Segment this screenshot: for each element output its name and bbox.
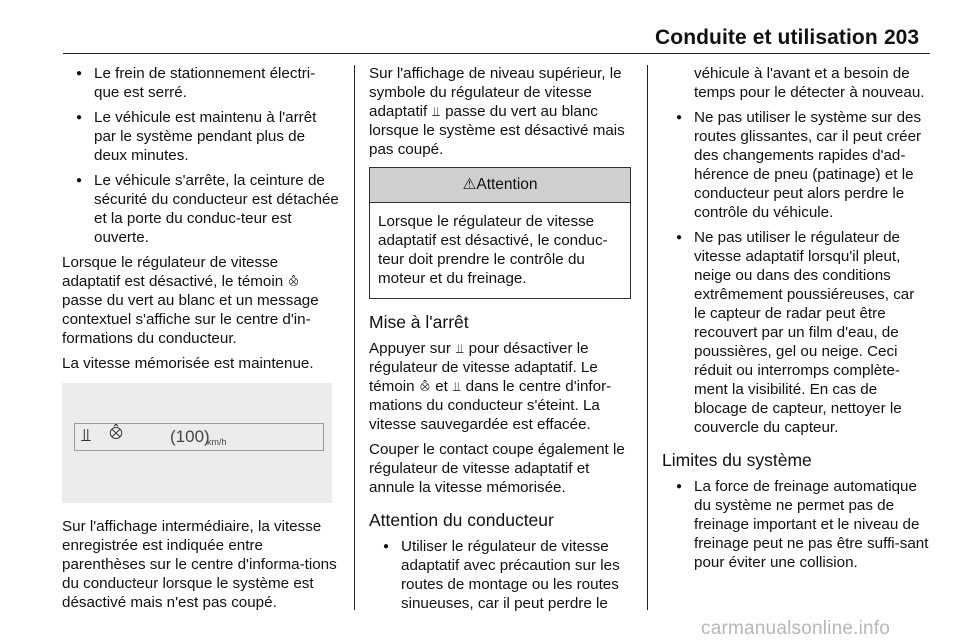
display-illustration — [62, 383, 332, 503]
list-item: ● Le véhicule est maintenu à l'arrêt par le système pendant plus de deux minutes. — [62, 108, 340, 165]
paragraph: La vitesse mémorisée est maintenue. — [62, 355, 314, 372]
column-1 — [62, 64, 340, 618]
paragraph: Sur l'affichage intermédiaire, la vitesse enregistrée est indiquée entre parenthèses sur le centre d'informa-tions du conducteur lorsque le système est désactivé mais n'est pas coupé. — [62, 518, 337, 611]
bullet-list — [662, 64, 930, 437]
stored-speed: (100) — [170, 427, 210, 446]
page-title: Conduite et utilisation — [655, 26, 878, 49]
list-item-continued: véhicule à l'avant et a besoin de temps pour le détecter à nouveau. — [694, 65, 925, 101]
list-item: ● Utiliser le régulateur de vitesse adaptatif avec précaution sur les routes de montage ou les routes sinueuses, car il peut perdre le — [369, 537, 634, 613]
paragraph: Appuyer sur ⫫ pour désactiver le régulateur de vitesse adaptatif. Le témoin ⨶ et ⫫ dans le centre d'infor-mations du conducteur s'éteint. La vitesse sauvegardée est effacée. — [369, 340, 612, 433]
warning-icon: ⚠ — [462, 176, 477, 193]
attention-box — [369, 167, 631, 299]
cruise-control-indicator-icon: ⨶ — [109, 423, 124, 443]
list-item: ● Ne pas utiliser le système sur des routes glissantes, car il peut créer des changements rapides d'ad-hérence de pneu (patinage) et le conducteur peut alors perdre le contrôle du véhicule. — [662, 108, 930, 222]
column-divider-1 — [354, 65, 355, 610]
paragraph: Sur l'affichage de niveau supérieur, le symbole du régulateur de vitesse adaptatif ⫫ passe du vert au blanc lorsque le système est désactivé mais pas coupé. — [369, 65, 625, 158]
header-rule — [63, 53, 930, 54]
adaptive-cruise-control-icon: ⫫ — [432, 104, 440, 119]
bullet-list — [369, 537, 634, 613]
attention-body: Lorsque le régulateur de vitesse adaptatif est désactivé, le conduc-teur doit prendre le contrôle du moteur et du freinage. — [378, 213, 608, 287]
bullet-list — [662, 477, 930, 572]
adaptive-cruise-control-icon: ⫫ — [456, 341, 464, 356]
cruise-control-indicator-icon: ⨶ — [419, 379, 430, 394]
column-2 — [369, 64, 634, 619]
paragraph: Lorsque le régulateur de vitesse adaptatif est désactivé, le témoin ⨶ passe du vert au blanc et un message contextuel s'affiche sur le centre d'in-formations du conducteur. — [62, 254, 319, 347]
info-display-bar — [74, 423, 324, 451]
paragraph: Couper le contact coupe également le régulateur de vitesse adaptatif et annule la vitesse mémorisée. — [369, 441, 625, 496]
list-item: ● La force de freinage automatique du système ne permet pas de freinage important et le niveau de freinage peut ne pas être suffi-sant pour éviter une collision. — [662, 477, 930, 572]
section-heading: Limites du système — [662, 450, 812, 470]
watermark: carmanualsonline.info — [701, 618, 891, 639]
cruise-control-indicator-icon: ⨶ — [288, 274, 299, 289]
column-3 — [662, 64, 930, 578]
speed-unit: km/h — [207, 437, 227, 447]
adaptive-cruise-control-icon: ⫫ — [81, 425, 92, 445]
section-heading: Attention du conducteur — [369, 510, 554, 530]
list-item: ● Le frein de stationnement électri-que est serré. — [62, 64, 340, 102]
section-heading: Mise à l'arrêt — [369, 312, 469, 332]
list-item: ● Ne pas utiliser le régulateur de vitesse adaptatif lorsqu'il pleut, neige ou dans des conditions extrêmement poussiéreuses, car le capteur de radar peut être recouvert par un film d'eau, de poussières, gel ou neige. Ceci réduit ou interromps complète-ment la visibilité. En cas de blocage de capteur, nettoyer le couvercle du capteur. — [662, 228, 930, 437]
list-item: ● Le véhicule s'arrête, la ceinture de sécurité du conducteur est détachée et la porte du conduc-teur est ouverte. — [62, 171, 340, 247]
page-number: 203 — [884, 26, 920, 49]
bullet-list — [62, 64, 340, 247]
column-divider-2 — [647, 65, 648, 610]
attention-header: ⚠Attention — [370, 168, 630, 203]
adaptive-cruise-control-icon: ⫫ — [453, 379, 461, 394]
